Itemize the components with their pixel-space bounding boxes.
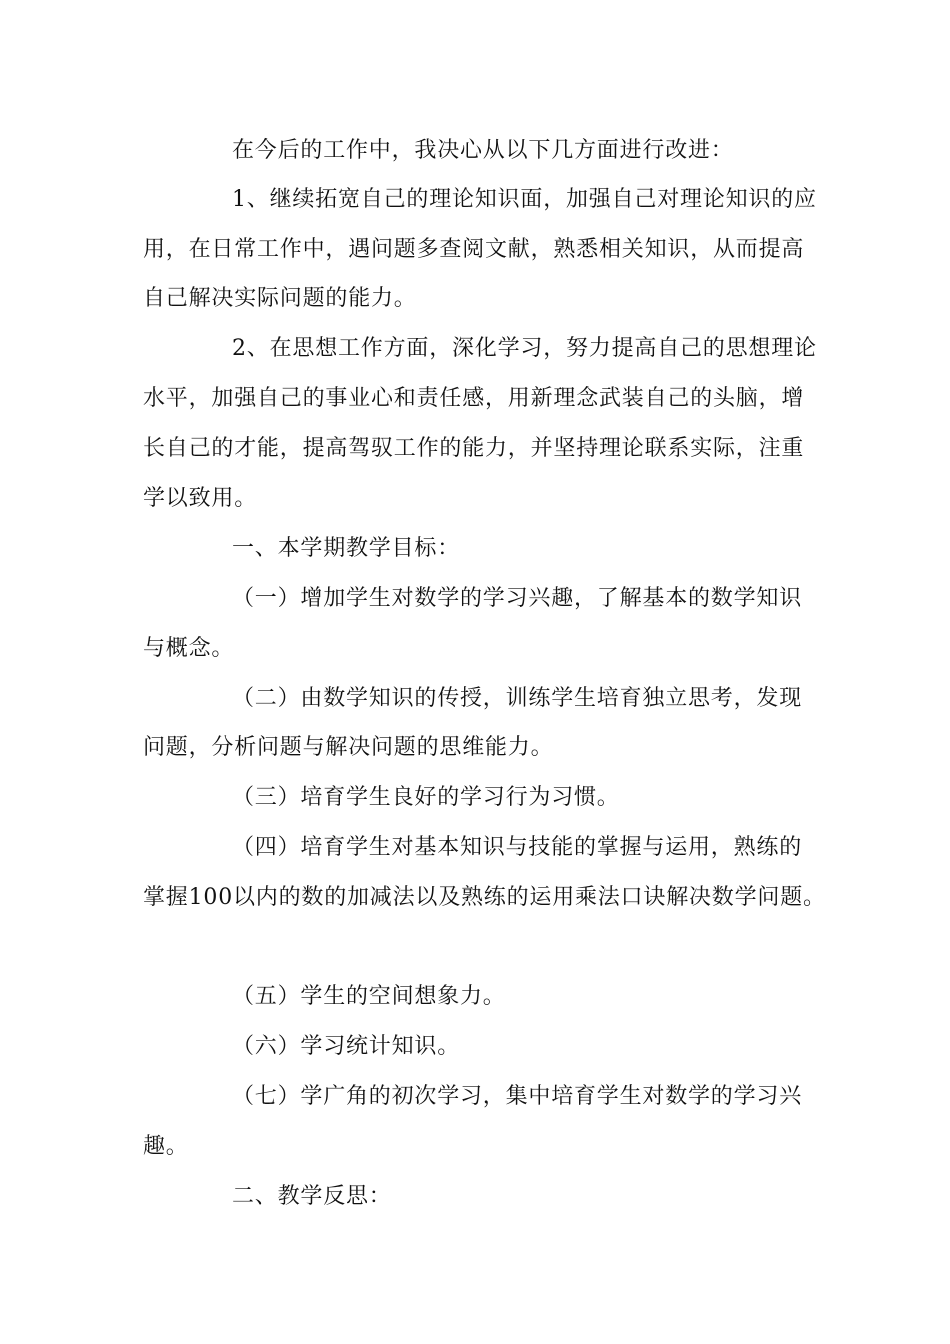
section-heading-2: 二、教学反思： [232, 1184, 392, 1209]
item-2-line-2: 水平，加强自己的事业心和责任感，用新理念武装自己的头脑，增 [143, 386, 805, 411]
item-1-line-3: 自己解决实际问题的能力。 [143, 286, 417, 311]
item-1-line-1: 1、继续拓宽自己的理论知识面，加强自己对理论知识的应 [232, 187, 817, 212]
item-2-line-4: 学以致用。 [143, 486, 258, 511]
goal-6: （六）学习统计知识。 [232, 1034, 461, 1059]
goal-2-line-1: （二）由数学知识的传授，训练学生培育独立思考，发现 [232, 686, 803, 711]
paragraph-intro: 在今后的工作中，我决心从以下几方面进行改进： [232, 138, 734, 163]
item-2-line-3: 长自己的才能，提高驾驭工作的能力，并坚持理论联系实际，注重 [143, 436, 805, 461]
item-1-line-2: 用，在日常工作中，遇问题多查阅文献，熟悉相关知识，从而提高 [143, 237, 805, 262]
goal-4-line-1: （四）培育学生对基本知识与技能的掌握与运用，熟练的 [232, 835, 803, 860]
goal-5: （五）学生的空间想象力。 [232, 984, 506, 1009]
goal-2-line-2: 问题，分析问题与解决问题的思维能力。 [143, 735, 554, 760]
goal-1-line-2: 与概念。 [143, 636, 235, 661]
goal-1-line-1: （一）增加学生对数学的学习兴趣，了解基本的数学知识 [232, 586, 803, 611]
goal-7-line-1: （七）学广角的初次学习，集中培育学生对数学的学习兴 [232, 1084, 803, 1109]
goal-3: （三）培育学生良好的学习行为习惯。 [232, 785, 620, 810]
item-2-line-1: 2、在思想工作方面，深化学习，努力提高自己的思想理论 [232, 336, 817, 361]
section-heading-1: 一、本学期教学目标： [232, 536, 461, 561]
goal-7-line-2: 趣。 [143, 1134, 189, 1159]
goal-4-line-2: 掌握100以内的数的加减法以及熟练的运用乘法口诀解决数学问题。 [143, 885, 826, 910]
